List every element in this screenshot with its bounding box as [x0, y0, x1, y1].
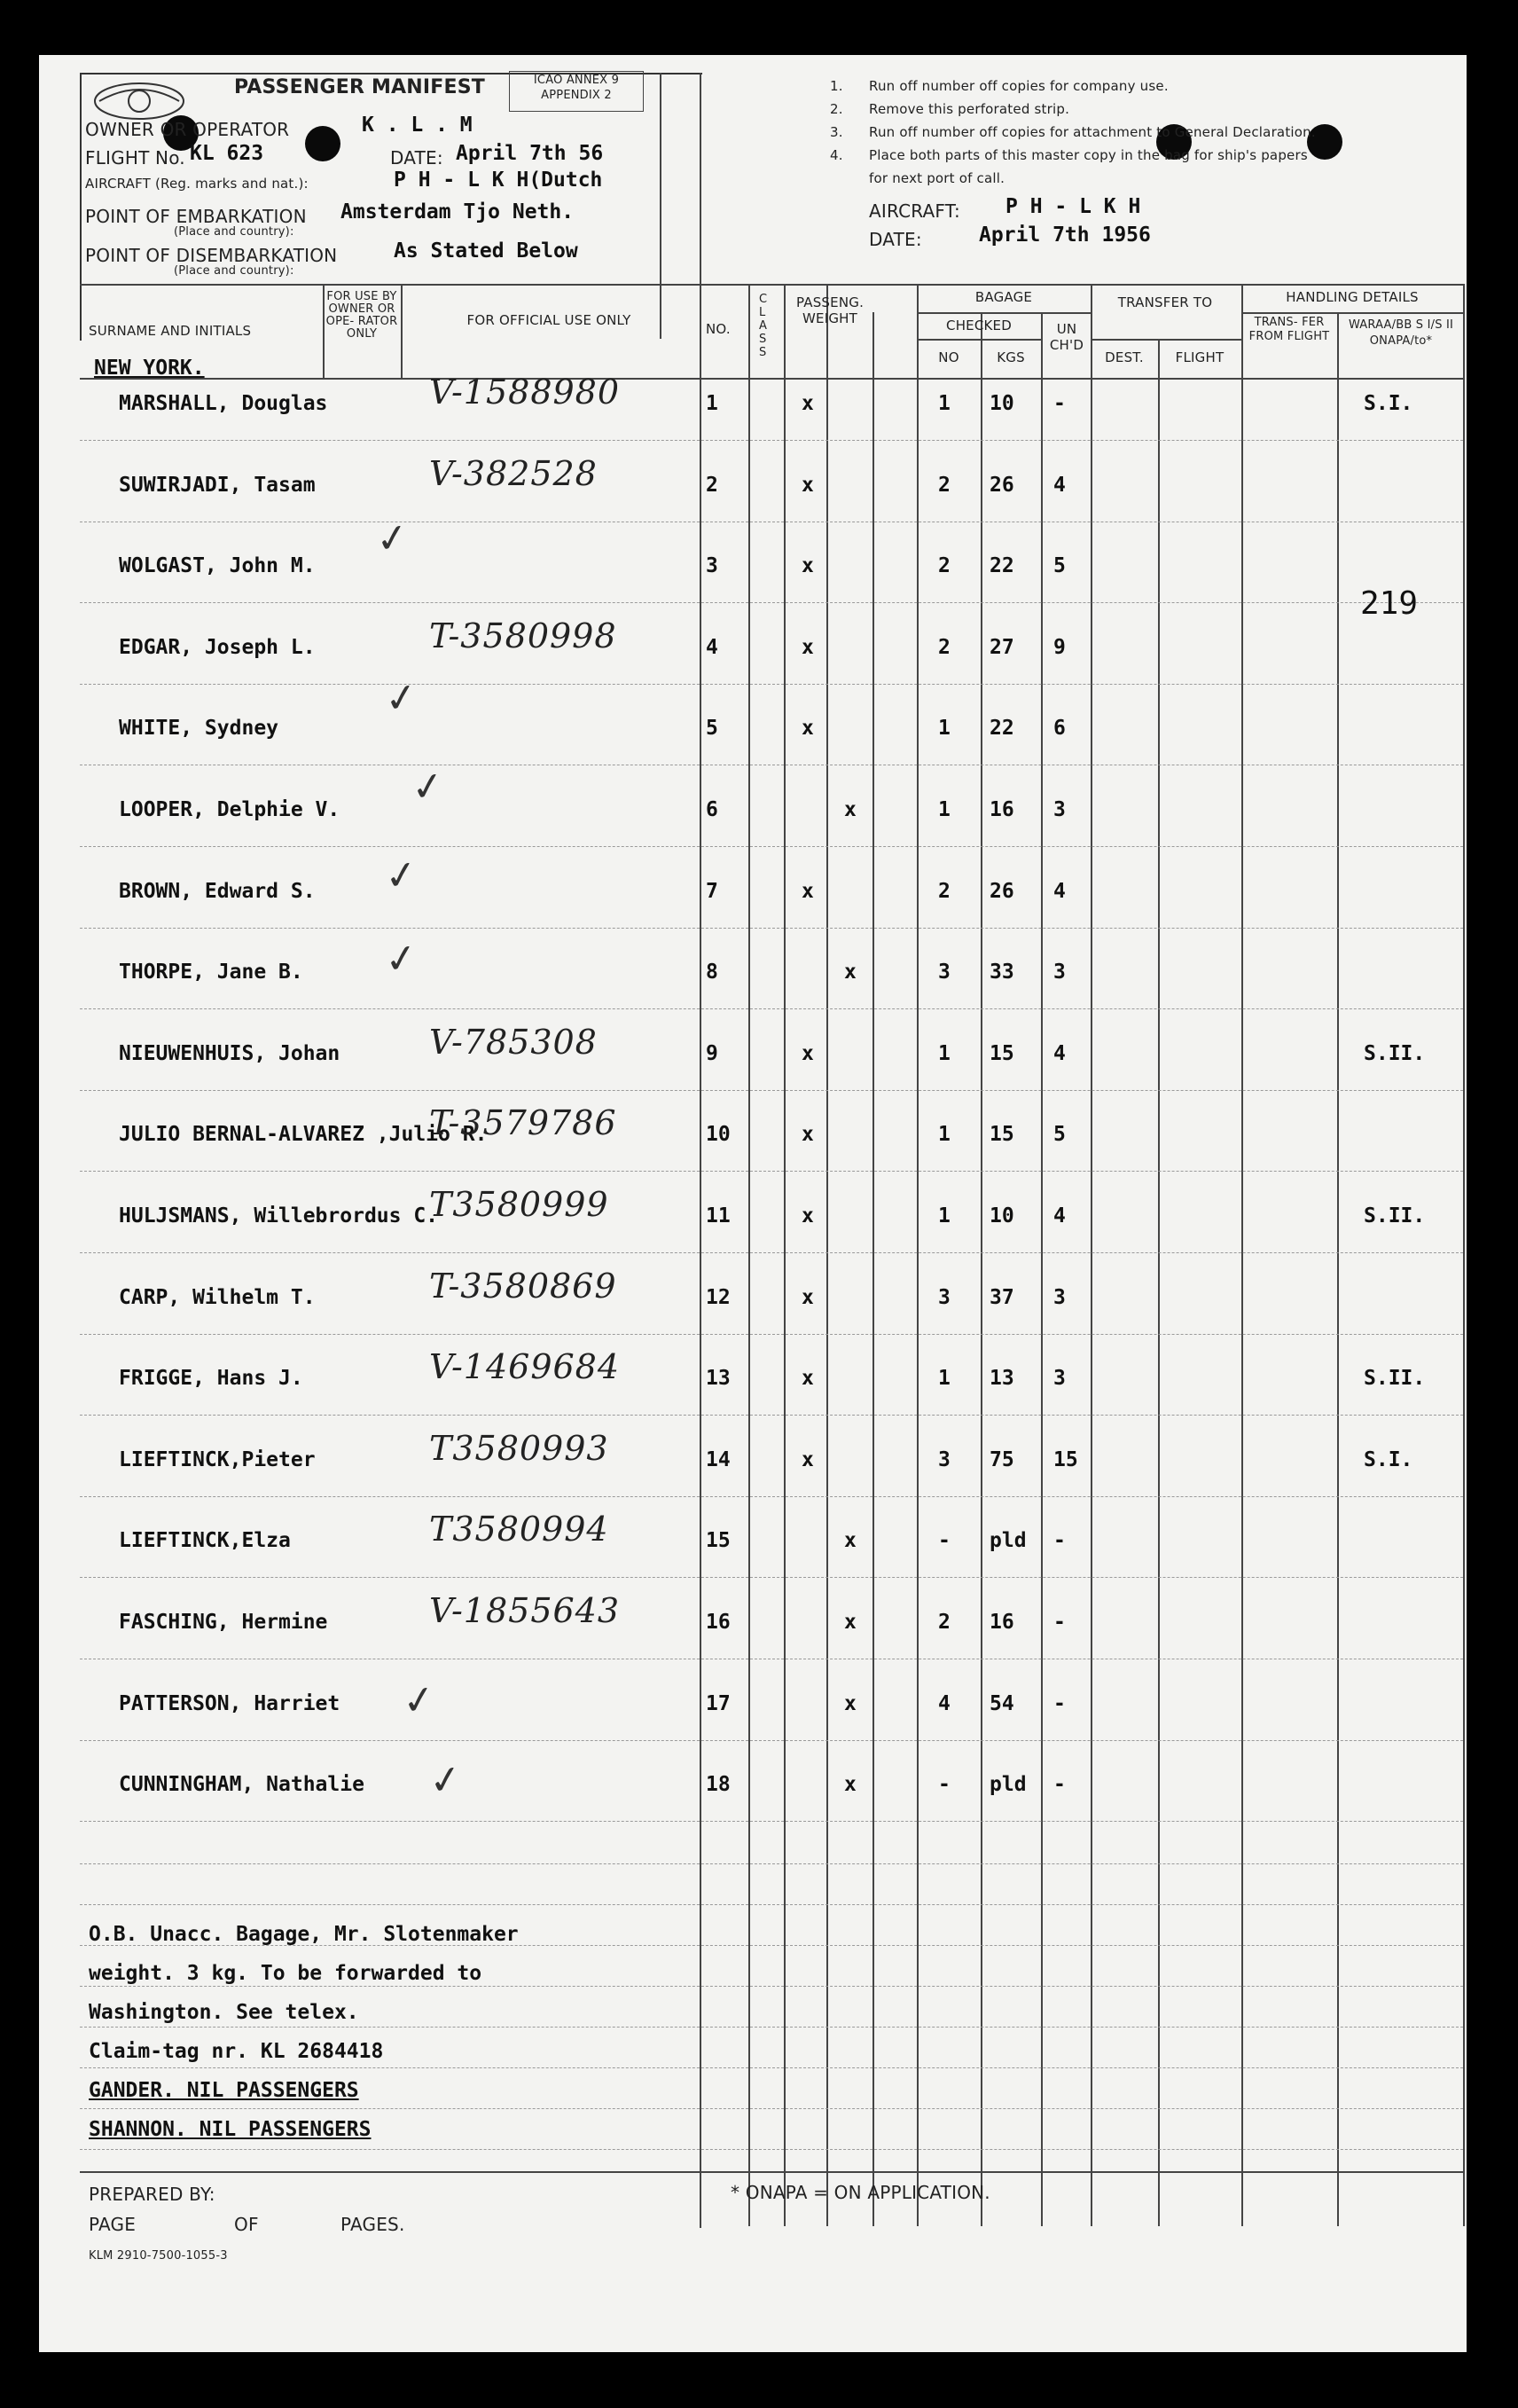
row-divider — [80, 1090, 1463, 1091]
check-mark-icon: ✓ — [381, 851, 421, 901]
instruction-text: Place both parts of this master copy in the bag for ship's papers — [869, 147, 1308, 163]
weight-mark-a: x — [802, 1123, 814, 1147]
row-number: 4 — [706, 635, 718, 659]
col-waraa: WARAA/BB S I/S II ONAPA/to* — [1348, 318, 1454, 348]
bag-unchecked: 5 — [1053, 554, 1066, 578]
official-number: T3580999 — [429, 1185, 609, 1224]
instr-date-label: DATE: — [869, 229, 922, 250]
passenger-row — [39, 1103, 1467, 1158]
col-handling: HANDLING DETAILS — [1286, 289, 1419, 305]
date-value: April 7th 56 — [456, 142, 604, 165]
weight-mark-a: x — [802, 1285, 814, 1309]
bag-count: 1 — [938, 1204, 951, 1228]
bag-unchecked: 4 — [1053, 1204, 1066, 1228]
embark-sub: (Place and country): — [174, 225, 294, 239]
aircraft-label: AIRCRAFT (Reg. marks and nat.): — [85, 176, 309, 192]
instruction-text: Remove this perforated strip. — [869, 101, 1070, 117]
passenger-name: WOLGAST, John M. — [119, 554, 316, 578]
row-number: 10 — [706, 1123, 731, 1147]
bag-count: - — [938, 1773, 951, 1797]
bag-kgs: 13 — [990, 1367, 1014, 1391]
bag-kgs: 26 — [990, 879, 1014, 903]
bag-count: 3 — [938, 1285, 951, 1309]
weight-mark-b: x — [844, 1529, 857, 1553]
bag-kgs: 33 — [990, 961, 1014, 984]
bag-unchecked: 9 — [1053, 635, 1066, 659]
note-line: Washington. See telex. — [89, 2001, 359, 2024]
row-number: 16 — [706, 1611, 731, 1634]
official-number: T3580994 — [429, 1510, 609, 1549]
col-dest: DEST. — [1105, 349, 1144, 365]
bag-count: 2 — [938, 554, 951, 578]
bag-count: 3 — [938, 961, 951, 984]
bag-count: 3 — [938, 1447, 951, 1471]
passenger-row — [39, 554, 1467, 590]
bag-count: 1 — [938, 392, 951, 415]
form-code: KLM 2910-7500-1055-3 — [89, 2249, 228, 2263]
check-mark-icon: ✓ — [426, 1755, 466, 1806]
col-class: CLASS — [759, 293, 768, 359]
passenger-name: THORPE, Jane B. — [119, 961, 303, 984]
owner-value: K . L . M — [362, 114, 473, 137]
passenger-row — [39, 616, 1467, 671]
passenger-name: BROWN, Edward S. — [119, 879, 316, 903]
owner-label: OWNER OR OPERATOR — [85, 119, 290, 140]
bag-count: 1 — [938, 798, 951, 821]
row-number: 2 — [706, 473, 718, 497]
check-mark-icon: ✓ — [381, 934, 421, 984]
official-number: T-3579786 — [429, 1103, 617, 1143]
bag-count: 1 — [938, 1041, 951, 1065]
passenger-row — [39, 1266, 1467, 1322]
passenger-name: HULJSMANS, Willebrordus C. — [119, 1204, 439, 1228]
weight-mark-a: x — [802, 1204, 814, 1228]
bag-unchecked: 15 — [1053, 1447, 1078, 1471]
bag-unchecked: - — [1053, 1691, 1066, 1715]
col-transfer: TRANSFER TO — [1117, 294, 1213, 310]
official-number: V-1469684 — [429, 1347, 621, 1387]
instr-date-value: April 7th 1956 — [979, 224, 1151, 247]
weight-mark-a: x — [802, 717, 814, 741]
col-no: NO. — [706, 321, 731, 337]
row-divider — [80, 2108, 1463, 2109]
bag-count: 1 — [938, 717, 951, 741]
passenger-row — [39, 1428, 1467, 1484]
official-number: T-3580869 — [429, 1266, 617, 1306]
note-line: O.B. Unacc. Bagage, Mr. Slotenmaker — [89, 1923, 519, 1946]
row-divider — [80, 1334, 1463, 1335]
bag-unchecked: - — [1053, 1529, 1066, 1553]
passenger-row — [39, 373, 1467, 427]
bag-count: 1 — [938, 1123, 951, 1147]
bag-kgs: pld — [990, 1529, 1027, 1553]
passenger-name: FRIGGE, Hans J. — [119, 1367, 303, 1391]
prepared-by-label: PREPARED BY: — [89, 2184, 215, 2205]
row-number: 15 — [706, 1529, 731, 1553]
bag-unchecked: 4 — [1053, 473, 1066, 497]
bag-kgs: 16 — [990, 798, 1014, 821]
bag-unchecked: 3 — [1053, 961, 1066, 984]
check-mark-icon: ✓ — [372, 514, 412, 564]
bag-kgs: 10 — [990, 392, 1014, 415]
bag-kgs: pld — [990, 1773, 1027, 1797]
col-baggage: BAGAGE — [974, 289, 1033, 305]
row-divider — [80, 2067, 1463, 2068]
disembark-label: POINT OF DISEMBARKATION — [85, 245, 338, 266]
bag-kgs: 22 — [990, 717, 1014, 741]
handling-detail: S.II. — [1364, 1041, 1426, 1065]
passenger-name: NIEUWENHUIS, Johan — [119, 1041, 340, 1065]
passenger-name: MARSHALL, Douglas — [119, 392, 328, 415]
row-number: 12 — [706, 1285, 731, 1309]
note-line: weight. 3 kg. To be forwarded to — [89, 1962, 482, 1985]
bag-unchecked: 4 — [1053, 879, 1066, 903]
passenger-name: PATTERSON, Harriet — [119, 1691, 340, 1715]
weight-mark-a: x — [802, 1041, 814, 1065]
instr-aircraft-label: AIRCRAFT: — [869, 200, 960, 222]
disembark-sub: (Place and country): — [174, 264, 294, 278]
passenger-row — [39, 1692, 1467, 1728]
instruction-number: 4. — [830, 147, 843, 163]
official-number: T3580993 — [429, 1428, 609, 1468]
row-number: 11 — [706, 1204, 731, 1228]
row-number: 14 — [706, 1447, 731, 1471]
bag-kgs: 22 — [990, 554, 1014, 578]
passenger-name: LOOPER, Delphie V. — [119, 798, 340, 821]
row-divider — [80, 1986, 1463, 1987]
annex-box — [509, 71, 644, 112]
bag-kgs: 54 — [990, 1691, 1014, 1715]
row-number: 3 — [706, 554, 718, 578]
col-kgs: KGS — [997, 349, 1025, 365]
weight-mark-b: x — [844, 1691, 857, 1715]
row-divider — [80, 2027, 1463, 2028]
bag-count: 1 — [938, 1367, 951, 1391]
stamp-number: 219 — [1360, 585, 1419, 622]
instruction-number: 1. — [830, 78, 843, 94]
embark-value: Amsterdam Tjo Neth. — [340, 200, 575, 224]
instruction-text: Run off number off copies for company use. — [869, 78, 1169, 94]
bag-unchecked: - — [1053, 1611, 1066, 1634]
check-mark-icon: ✓ — [381, 673, 421, 724]
passenger-name: CUNNINGHAM, Nathalie — [119, 1773, 364, 1797]
bag-kgs: 10 — [990, 1204, 1014, 1228]
bag-unchecked: - — [1053, 1773, 1066, 1797]
passenger-name: LIEFTINCK,Elza — [119, 1529, 291, 1553]
bag-kgs: 27 — [990, 635, 1014, 659]
passenger-name: FASCHING, Hermine — [119, 1611, 328, 1634]
row-number: 8 — [706, 961, 718, 984]
row-number: 17 — [706, 1691, 731, 1715]
passenger-row — [39, 961, 1467, 996]
row-divider — [80, 928, 1463, 929]
passenger-name: JULIO BERNAL-ALVAREZ ,Julio R. — [119, 1123, 488, 1147]
col-surname: SURNAME AND INITIALS — [89, 323, 252, 339]
bag-count: - — [938, 1529, 951, 1553]
row-divider — [80, 1171, 1463, 1172]
weight-mark-a: x — [802, 473, 814, 497]
handling-detail: S.I. — [1364, 392, 1413, 415]
disembark-value: As Stated Below — [394, 239, 578, 263]
official-number: V-1855643 — [429, 1591, 621, 1630]
bag-unchecked: 4 — [1053, 1041, 1066, 1065]
bag-count: 4 — [938, 1691, 951, 1715]
bag-kgs: 26 — [990, 473, 1014, 497]
page-label: PAGE — [89, 2214, 137, 2235]
klm-logo-icon — [90, 78, 188, 124]
bag-unchecked: 3 — [1053, 1367, 1066, 1391]
flight-value: KL 623 — [190, 142, 264, 165]
passenger-row — [39, 1510, 1467, 1565]
passenger-row — [39, 880, 1467, 915]
passenger-name: SUWIRJADI, Tasam — [119, 473, 316, 497]
bag-unchecked: - — [1053, 392, 1066, 415]
passenger-row — [39, 1773, 1467, 1808]
note-line: SHANNON. NIL PASSENGERS — [89, 2118, 372, 2141]
official-number: V-382528 — [429, 453, 598, 493]
weight-mark-a: x — [802, 392, 814, 415]
appendix-label: APPENDIX 2 — [541, 89, 612, 102]
handling-detail: S.II. — [1364, 1204, 1426, 1228]
weight-mark-b: x — [844, 1611, 857, 1634]
pages-label: PAGES. — [340, 2214, 405, 2235]
row-number: 13 — [706, 1367, 731, 1391]
note-line: Claim-tag nr. KL 2684418 — [89, 2040, 384, 2063]
bag-unchecked: 3 — [1053, 1285, 1066, 1309]
col-bag-no: NO — [938, 349, 959, 365]
col-owner-use: FOR USE BY OWNER OR OPE- RATOR ONLY — [325, 290, 398, 341]
bag-kgs: 15 — [990, 1041, 1014, 1065]
passenger-name: WHITE, Sydney — [119, 717, 279, 741]
row-divider — [80, 846, 1463, 847]
aircraft-value: P H - L K H(Dutch — [394, 169, 603, 192]
row-number: 5 — [706, 717, 718, 741]
row-divider — [80, 1740, 1463, 1741]
passenger-row — [39, 717, 1467, 752]
row-number: 6 — [706, 798, 718, 821]
bag-unchecked: 3 — [1053, 798, 1066, 821]
bag-kgs: 16 — [990, 1611, 1014, 1634]
weight-mark-b: x — [844, 961, 857, 984]
row-divider — [80, 440, 1463, 441]
passenger-row — [39, 453, 1467, 509]
official-number: V-785308 — [429, 1022, 598, 1062]
col-checked: CHECKED — [946, 318, 1012, 333]
passenger-row — [39, 1347, 1467, 1402]
passenger-name: LIEFTINCK,Pieter — [119, 1447, 316, 1471]
col-unchd: UN CH'D — [1049, 321, 1084, 353]
passenger-row — [39, 1591, 1467, 1646]
annex-label: ICAO ANNEX 9 — [533, 74, 620, 87]
weight-mark-a: x — [802, 879, 814, 903]
weight-mark-b: x — [844, 798, 857, 821]
row-divider — [80, 1821, 1463, 1822]
onapa-note: * ONAPA = ON APPLICATION. — [731, 2182, 990, 2203]
col-official: FOR OFFICIAL USE ONLY — [466, 312, 631, 328]
note-line: GANDER. NIL PASSENGERS — [89, 2079, 359, 2102]
passenger-name: CARP, Wilhelm T. — [119, 1285, 316, 1309]
weight-mark-a: x — [802, 635, 814, 659]
row-number: 18 — [706, 1773, 731, 1797]
weight-mark-b: x — [844, 1773, 857, 1797]
row-divider — [80, 1415, 1463, 1416]
official-number: V-1588980 — [429, 373, 621, 412]
weight-mark-a: x — [802, 554, 814, 578]
check-mark-icon: ✓ — [399, 1675, 439, 1726]
row-divider — [80, 1577, 1463, 1578]
instr-aircraft-value: P H - L K H — [1005, 195, 1141, 218]
passenger-name: EDGAR, Joseph L. — [119, 635, 316, 659]
row-divider — [80, 1904, 1463, 1905]
bag-kgs: 75 — [990, 1447, 1014, 1471]
embark-label: POINT OF EMBARKATION — [85, 206, 307, 227]
weight-mark-a: x — [802, 1367, 814, 1391]
col-trans-from: TRANS- FER FROM FLIGHT — [1248, 316, 1330, 343]
handling-detail: S.II. — [1364, 1367, 1426, 1391]
weight-mark-a: x — [802, 1447, 814, 1471]
bag-count: 2 — [938, 473, 951, 497]
bag-count: 2 — [938, 635, 951, 659]
instruction-text: Run off number off copies for attachment to General Declaration. — [869, 124, 1316, 140]
bag-kgs: 37 — [990, 1285, 1014, 1309]
row-number: 7 — [706, 879, 718, 903]
bag-unchecked: 5 — [1053, 1123, 1066, 1147]
check-mark-icon: ✓ — [408, 762, 448, 812]
date-label: DATE: — [390, 147, 443, 169]
bag-count: 2 — [938, 879, 951, 903]
instruction-text: for next port of call. — [869, 170, 1005, 186]
row-divider — [80, 1008, 1463, 1009]
passenger-row — [39, 1022, 1467, 1078]
manifest-sheet — [39, 55, 1467, 2352]
row-divider — [80, 684, 1463, 685]
row-divider — [80, 1252, 1463, 1253]
row-number: 9 — [706, 1041, 718, 1065]
bag-kgs: 15 — [990, 1123, 1014, 1147]
instruction-number: 2. — [830, 101, 843, 117]
bag-count: 2 — [938, 1611, 951, 1634]
passenger-row — [39, 1185, 1467, 1240]
row-divider — [80, 2149, 1463, 2150]
destination-heading: NEW YORK. — [94, 357, 205, 380]
form-title: PASSENGER MANIFEST — [234, 76, 485, 98]
row-divider — [80, 1863, 1463, 1864]
passenger-row — [39, 798, 1467, 834]
row-divider — [80, 602, 1463, 603]
of-label: OF — [234, 2214, 259, 2235]
col-flight: FLIGHT — [1175, 349, 1225, 365]
row-number: 1 — [706, 392, 718, 415]
official-number: T-3580998 — [429, 616, 617, 655]
bag-unchecked: 6 — [1053, 717, 1066, 741]
instruction-number: 3. — [830, 124, 843, 140]
row-divider — [80, 1496, 1463, 1497]
col-pass-weight: PASSENG. WEIGHT — [795, 294, 865, 326]
handling-detail: S.I. — [1364, 1447, 1413, 1471]
flight-label: FLIGHT No. — [85, 147, 185, 169]
